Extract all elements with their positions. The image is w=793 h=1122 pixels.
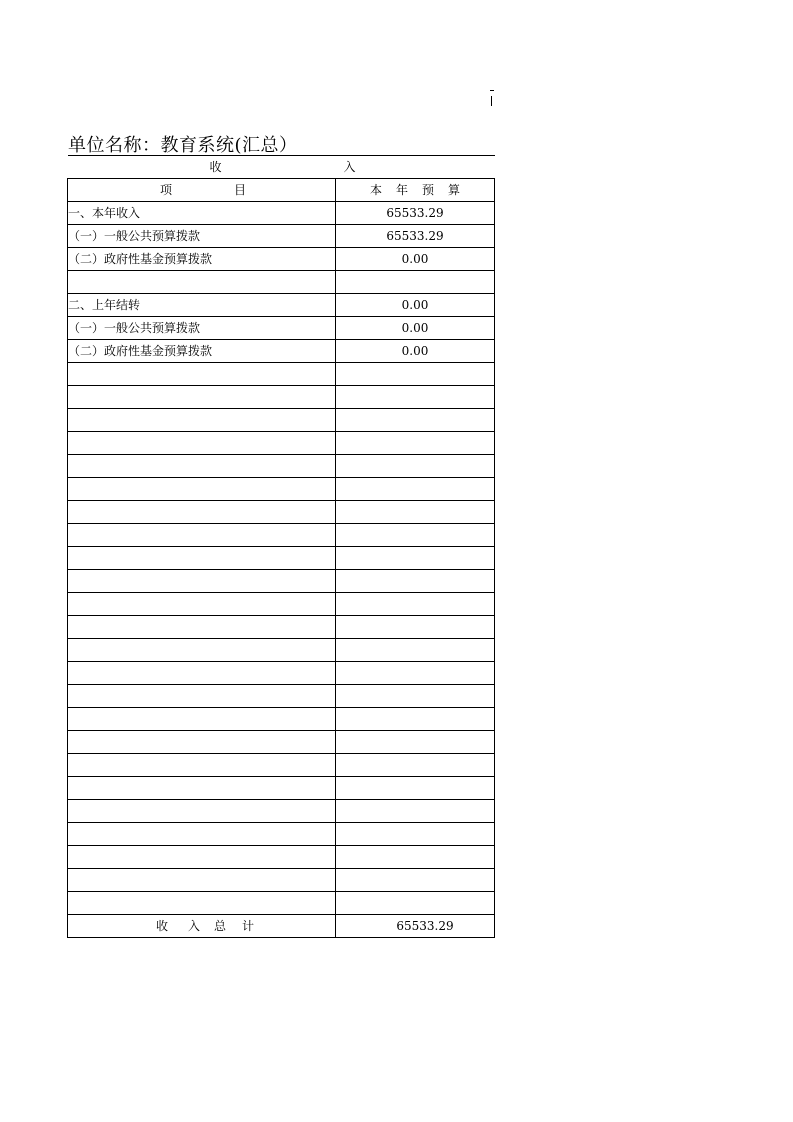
table-row [68,639,495,662]
row-item-label: （一）一般公共预算拨款 [68,225,336,248]
clipped-title-mark [490,88,496,110]
row-item-label [68,409,336,432]
row-item-label [68,478,336,501]
table-row [68,846,495,869]
table-row [68,271,495,294]
table-row [68,777,495,800]
row-item-label [68,432,336,455]
table-row [68,731,495,754]
total-label-char: 总 [214,919,227,933]
table-row [68,294,495,317]
total-label-char: 收 [156,919,169,933]
row-budget-amount [336,685,495,708]
row-budget-amount [336,524,495,547]
table-row [68,570,495,593]
row-item-label: （二）政府性基金预算拨款 [68,340,336,363]
row-budget-amount [336,754,495,777]
row-budget-amount [336,386,495,409]
item-header-char-1: 项 [160,183,173,197]
table-row [68,340,495,363]
row-item-label [68,386,336,409]
row-budget-amount [336,639,495,662]
row-item-label [68,524,336,547]
table-row [68,478,495,501]
row-item-label [68,593,336,616]
table-row [68,616,495,639]
row-item-label [68,823,336,846]
row-budget-amount: 0.00 [336,317,495,340]
table-row [68,708,495,731]
row-budget-amount [336,892,495,915]
table-row [68,432,495,455]
item-header-char-2: 目 [234,183,247,197]
row-item-label: 二、上年结转 [68,294,336,317]
row-item-label [68,662,336,685]
row-budget-amount: 0.00 [336,340,495,363]
table-row [68,662,495,685]
table-row [68,800,495,823]
income-header-cell [68,156,495,179]
row-item-label [68,685,336,708]
row-budget-amount [336,662,495,685]
item-column-header [68,179,336,202]
table-row [68,363,495,386]
title-mark-bar [491,96,492,106]
row-budget-amount [336,616,495,639]
row-budget-amount [336,731,495,754]
row-item-label: 一、本年收入 [68,202,336,225]
table-row [68,225,495,248]
table-row [68,685,495,708]
table-row [68,754,495,777]
column-header-row [68,179,495,202]
row-budget-amount [336,708,495,731]
row-item-label [68,731,336,754]
row-budget-amount [336,800,495,823]
row-item-label [68,639,336,662]
row-item-label [68,892,336,915]
income-header-part1: 收 [209,160,222,174]
row-budget-amount: 0.00 [336,294,495,317]
row-item-label [68,708,336,731]
row-budget-amount [336,432,495,455]
total-row [68,915,495,938]
row-item-label [68,800,336,823]
income-header-row [68,156,495,179]
row-item-label [68,777,336,800]
table-row [68,455,495,478]
row-budget-amount [336,846,495,869]
row-budget-amount [336,409,495,432]
row-item-label [68,501,336,524]
row-budget-amount [336,478,495,501]
row-item-label [68,616,336,639]
row-budget-amount [336,501,495,524]
table-row [68,386,495,409]
table-row [68,202,495,225]
table-row [68,823,495,846]
table-row [68,524,495,547]
table-row [68,317,495,340]
total-label [68,915,336,938]
row-budget-amount [336,363,495,386]
table-row [68,892,495,915]
row-item-label: （二）政府性基金预算拨款 [68,248,336,271]
row-budget-amount [336,869,495,892]
row-budget-amount [336,547,495,570]
row-budget-amount: 0.00 [336,248,495,271]
total-label-char: 计 [242,919,255,933]
row-item-label [68,846,336,869]
table-row [68,593,495,616]
table-row [68,547,495,570]
row-item-label [68,570,336,593]
income-header-part2: 入 [343,160,356,174]
total-amount: 65533.29 [336,915,495,938]
row-budget-amount [336,593,495,616]
income-budget-table [67,155,495,938]
row-budget-amount [336,271,495,294]
row-budget-amount: 65533.29 [336,202,495,225]
row-item-label [68,271,336,294]
table-row [68,248,495,271]
row-item-label [68,547,336,570]
row-budget-amount [336,455,495,478]
total-label-char: 入 [188,919,201,933]
budget-column-header: 本年预算 [336,179,495,202]
table-row [68,869,495,892]
row-item-label [68,363,336,386]
row-budget-amount: 65533.29 [336,225,495,248]
title-mark-dash [490,90,494,91]
row-budget-amount [336,777,495,800]
row-item-label: （一）一般公共预算拨款 [68,317,336,340]
row-item-label [68,754,336,777]
table-row [68,501,495,524]
table-row [68,409,495,432]
row-budget-amount [336,823,495,846]
row-budget-amount [336,570,495,593]
row-item-label [68,869,336,892]
row-item-label [68,455,336,478]
unit-name: 单位名称：教育系统(汇总） [68,135,298,156]
